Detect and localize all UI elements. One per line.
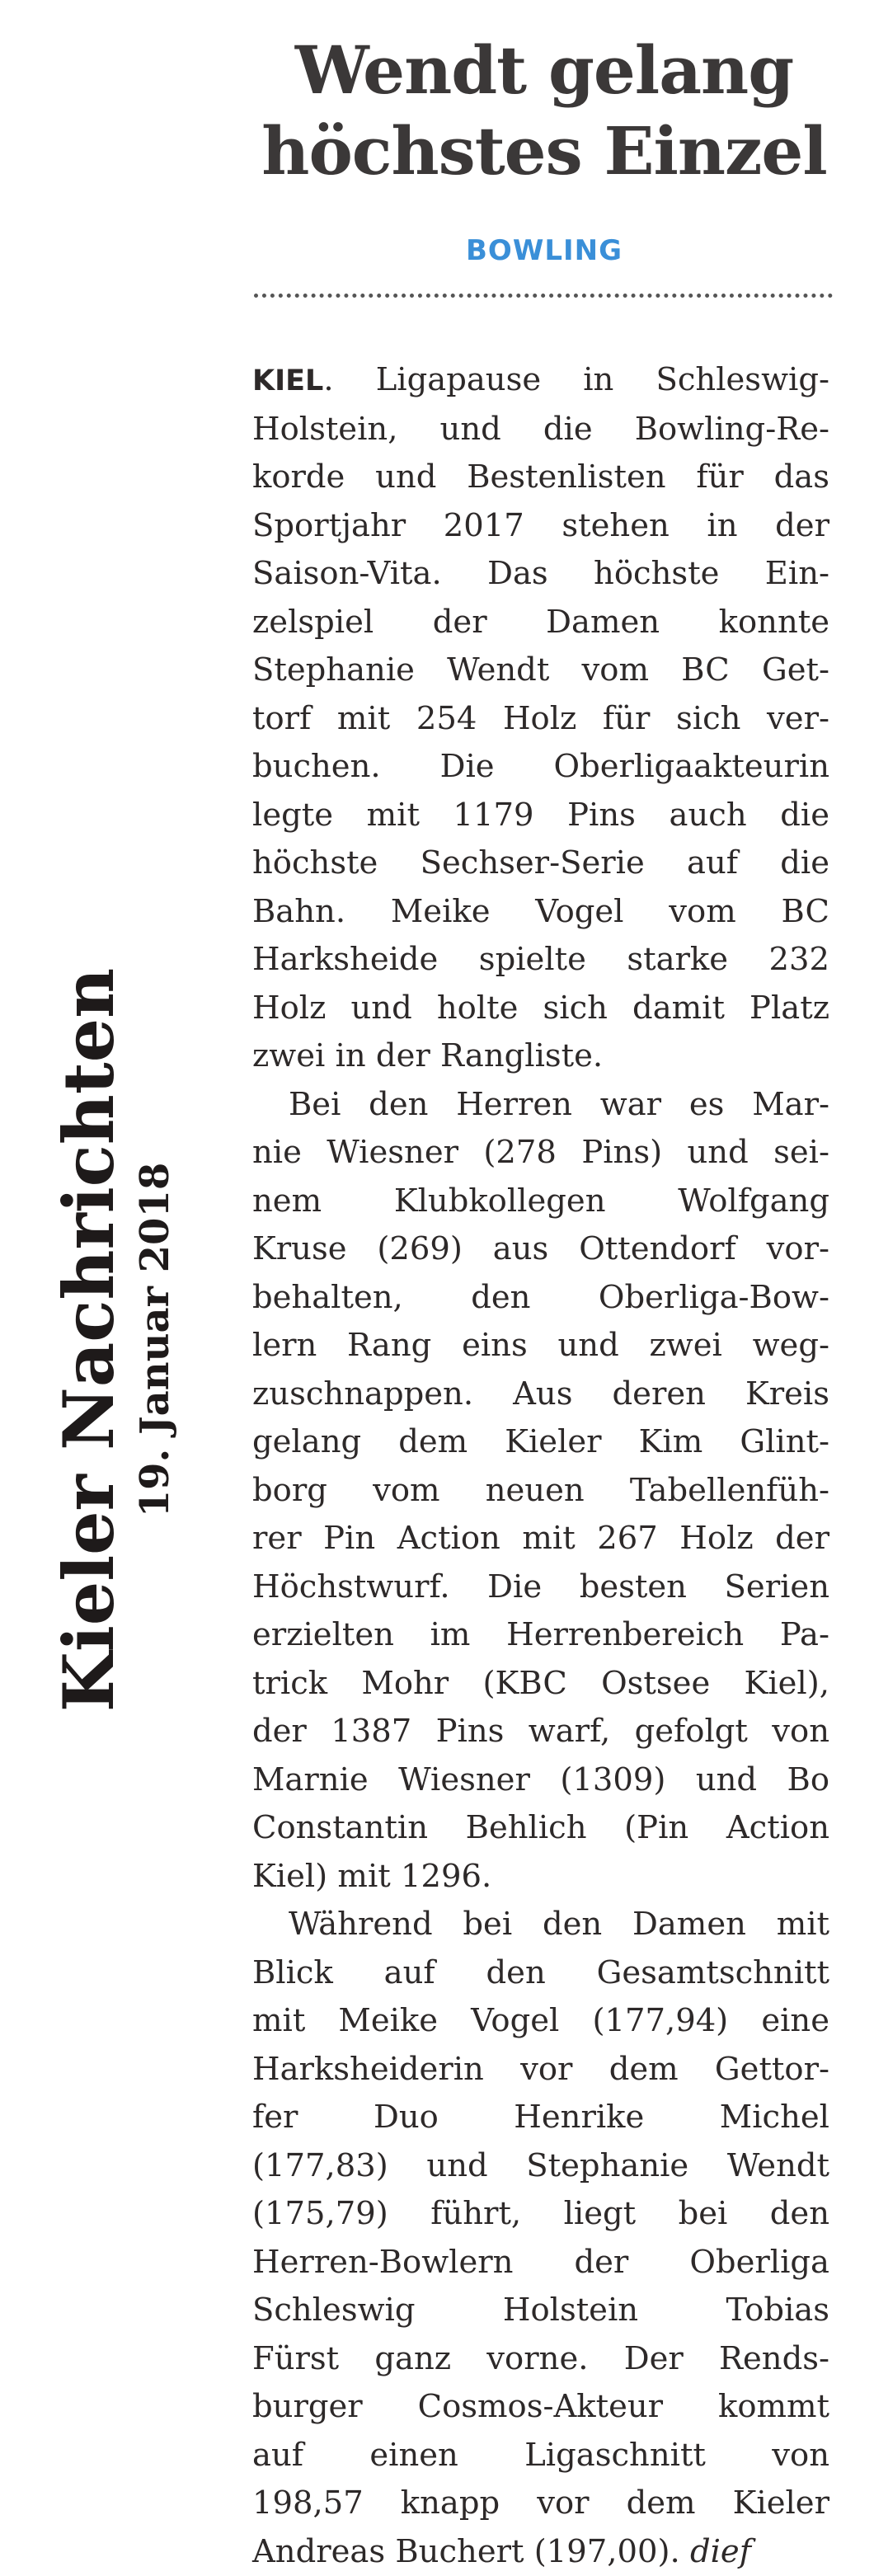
dateline: KIEL — [252, 364, 323, 397]
article-line — [252, 743, 829, 792]
article-line — [252, 1563, 829, 1612]
article-line — [252, 1032, 829, 1081]
article-line-text: Kiel) mit 1296. — [252, 1858, 491, 1895]
headline — [247, 30, 841, 191]
article-line — [252, 1322, 829, 1370]
article-line-text: Fürst ganz vorne. Der Rends- — [252, 2340, 829, 2377]
article-line — [252, 1804, 829, 1853]
article-line-text: gelang dem Kieler Kim Glint- — [252, 1423, 829, 1460]
article-line-text: fer Duo Henrike Michel — [252, 2099, 829, 2136]
article-line — [252, 454, 829, 502]
article-line-text: Herren-Bowlern der Oberliga — [252, 2244, 829, 2281]
article-line-text: erzielten im Herrenbereich Pa- — [252, 1616, 829, 1653]
article-line-text: zelspiel der Damen konnte — [252, 604, 829, 641]
article-line — [252, 646, 829, 695]
article-line-text: legte mit 1179 Pins auch die — [252, 797, 829, 834]
article-first-line-text: . Ligapause in Schleswig- — [323, 361, 829, 398]
article-line — [252, 1081, 829, 1130]
article-line-text: Blick auf den Gesamtschnitt — [252, 1954, 829, 1991]
author-initials: dief — [690, 2533, 751, 2570]
article-line — [252, 2528, 829, 2576]
article-line-text: mit Meike Vogel (177,94) eine — [252, 2002, 829, 2039]
article-line-text: burger Cosmos-Akteur kommt — [252, 2388, 829, 2425]
article-line — [252, 1515, 829, 1563]
article-line-text: behalten, den Oberliga-Bow- — [252, 1279, 829, 1316]
article-line — [252, 550, 829, 599]
article-line-text: 198,57 knapp vor dem Kieler — [252, 2484, 829, 2522]
article-line — [252, 2287, 829, 2335]
article-line-text: Bahn. Meike Vogel vom BC — [252, 893, 829, 930]
article-line — [252, 1370, 829, 1419]
article-line-text: Harksheide spielte starke 232 — [252, 941, 829, 978]
publication-name: Kieler Nachrichten — [48, 961, 130, 1719]
article-line — [252, 985, 829, 1033]
article-line-text: (175,79) führt, liegt bei den — [252, 2195, 829, 2232]
article-line — [252, 936, 829, 985]
article-line — [252, 2142, 829, 2191]
article-line — [252, 2432, 829, 2480]
article-line-text: Saison-Vita. Das höchste Ein- — [252, 555, 829, 592]
article-line — [252, 792, 829, 840]
article-line — [252, 2383, 829, 2432]
article-line — [252, 356, 829, 406]
article-line — [252, 1418, 829, 1467]
article-body — [252, 356, 829, 2576]
article-line — [252, 695, 829, 744]
article-line-text: torf mit 254 Holz für sich ver- — [252, 700, 829, 737]
article-line — [252, 1853, 829, 1901]
article-line-text: korde und Bestenlisten für das — [252, 458, 829, 496]
article-line — [252, 2335, 829, 2384]
article-line-text: Höchstwurf. Die besten Serien — [252, 1568, 829, 1605]
article-line — [252, 1997, 829, 2046]
article-line-text: zwei in der Rangliste. — [252, 1037, 603, 1074]
article-line — [252, 1949, 829, 1998]
article-line — [252, 2094, 829, 2142]
article-line — [252, 1756, 829, 1805]
article-line — [252, 1274, 829, 1323]
headline-line-2: höchstes Einzel — [247, 110, 841, 191]
article-line-text: zuschnappen. Aus deren Kreis — [252, 1375, 829, 1413]
article-line-text: Kruse (269) aus Ottendorf vor- — [252, 1230, 829, 1267]
article-line-text: buchen. Die Oberligaakteurin — [252, 748, 829, 785]
article-line-text: trick Mohr (KBC Ostsee Kiel), — [252, 1665, 829, 1702]
article-line-text: borg vom neuen Tabellenfüh- — [252, 1472, 829, 1509]
headline-line-1: Wendt gelang — [247, 30, 841, 110]
article-line — [252, 2480, 829, 2528]
article-line — [252, 2190, 829, 2239]
article-line-text: Sportjahr 2017 stehen in der — [252, 507, 829, 544]
article-line — [252, 888, 829, 937]
article-line-text: Constantin Behlich (Pin Action — [252, 1809, 829, 1846]
article-line — [252, 406, 829, 454]
article-line — [252, 2239, 829, 2287]
section-kicker: BOWLING — [247, 234, 841, 267]
article-line-text: rer Pin Action mit 267 Holz der — [252, 1520, 829, 1557]
article-line-text: auf einen Ligaschnitt von — [252, 2437, 829, 2474]
article-line — [252, 599, 829, 647]
article-line-text: Während bei den Damen mit — [289, 1906, 829, 1943]
article-line — [252, 502, 829, 551]
article-line-text: Holstein, und die Bowling-Re- — [252, 411, 829, 448]
article-line — [252, 1467, 829, 1516]
article-line-text: höchste Sechser-Serie auf die — [252, 844, 829, 881]
article-line — [252, 839, 829, 888]
article-line-text: nem Klubkollegen Wolfgang — [252, 1182, 829, 1220]
article-line — [252, 2046, 829, 2094]
article-line — [252, 1611, 829, 1660]
article-line-text: lern Rang eins und zwei weg- — [252, 1327, 829, 1364]
article-line — [252, 1178, 829, 1226]
article-line-text: Schleswig Holstein Tobias — [252, 2292, 829, 2329]
article-line-text: nie Wiesner (278 Pins) und sei- — [252, 1134, 829, 1171]
publication-date: 19. Januar 2018 — [130, 961, 180, 1719]
article-line — [252, 1708, 829, 1756]
article-line-text: Andreas Buchert (197,00). — [252, 2533, 680, 2570]
article-line — [252, 1660, 829, 1709]
dotted-divider — [254, 294, 833, 298]
article-line — [252, 1129, 829, 1178]
article-line — [252, 1901, 829, 1949]
article-line-text: Bei den Herren war es Mar- — [289, 1086, 829, 1123]
article-line-text: Marnie Wiesner (1309) und Bo — [252, 1761, 829, 1798]
article-line-text: Stephanie Wendt vom BC Get- — [252, 651, 829, 689]
article-line-text: Holz und holte sich damit Platz — [252, 990, 829, 1027]
article-line — [252, 1225, 829, 1274]
article-line-text: Harksheiderin vor dem Gettor- — [252, 2051, 829, 2088]
article-line-text: (177,83) und Stephanie Wendt — [252, 2147, 829, 2184]
article-line-text: der 1387 Pins warf, gefolgt von — [252, 1713, 829, 1750]
